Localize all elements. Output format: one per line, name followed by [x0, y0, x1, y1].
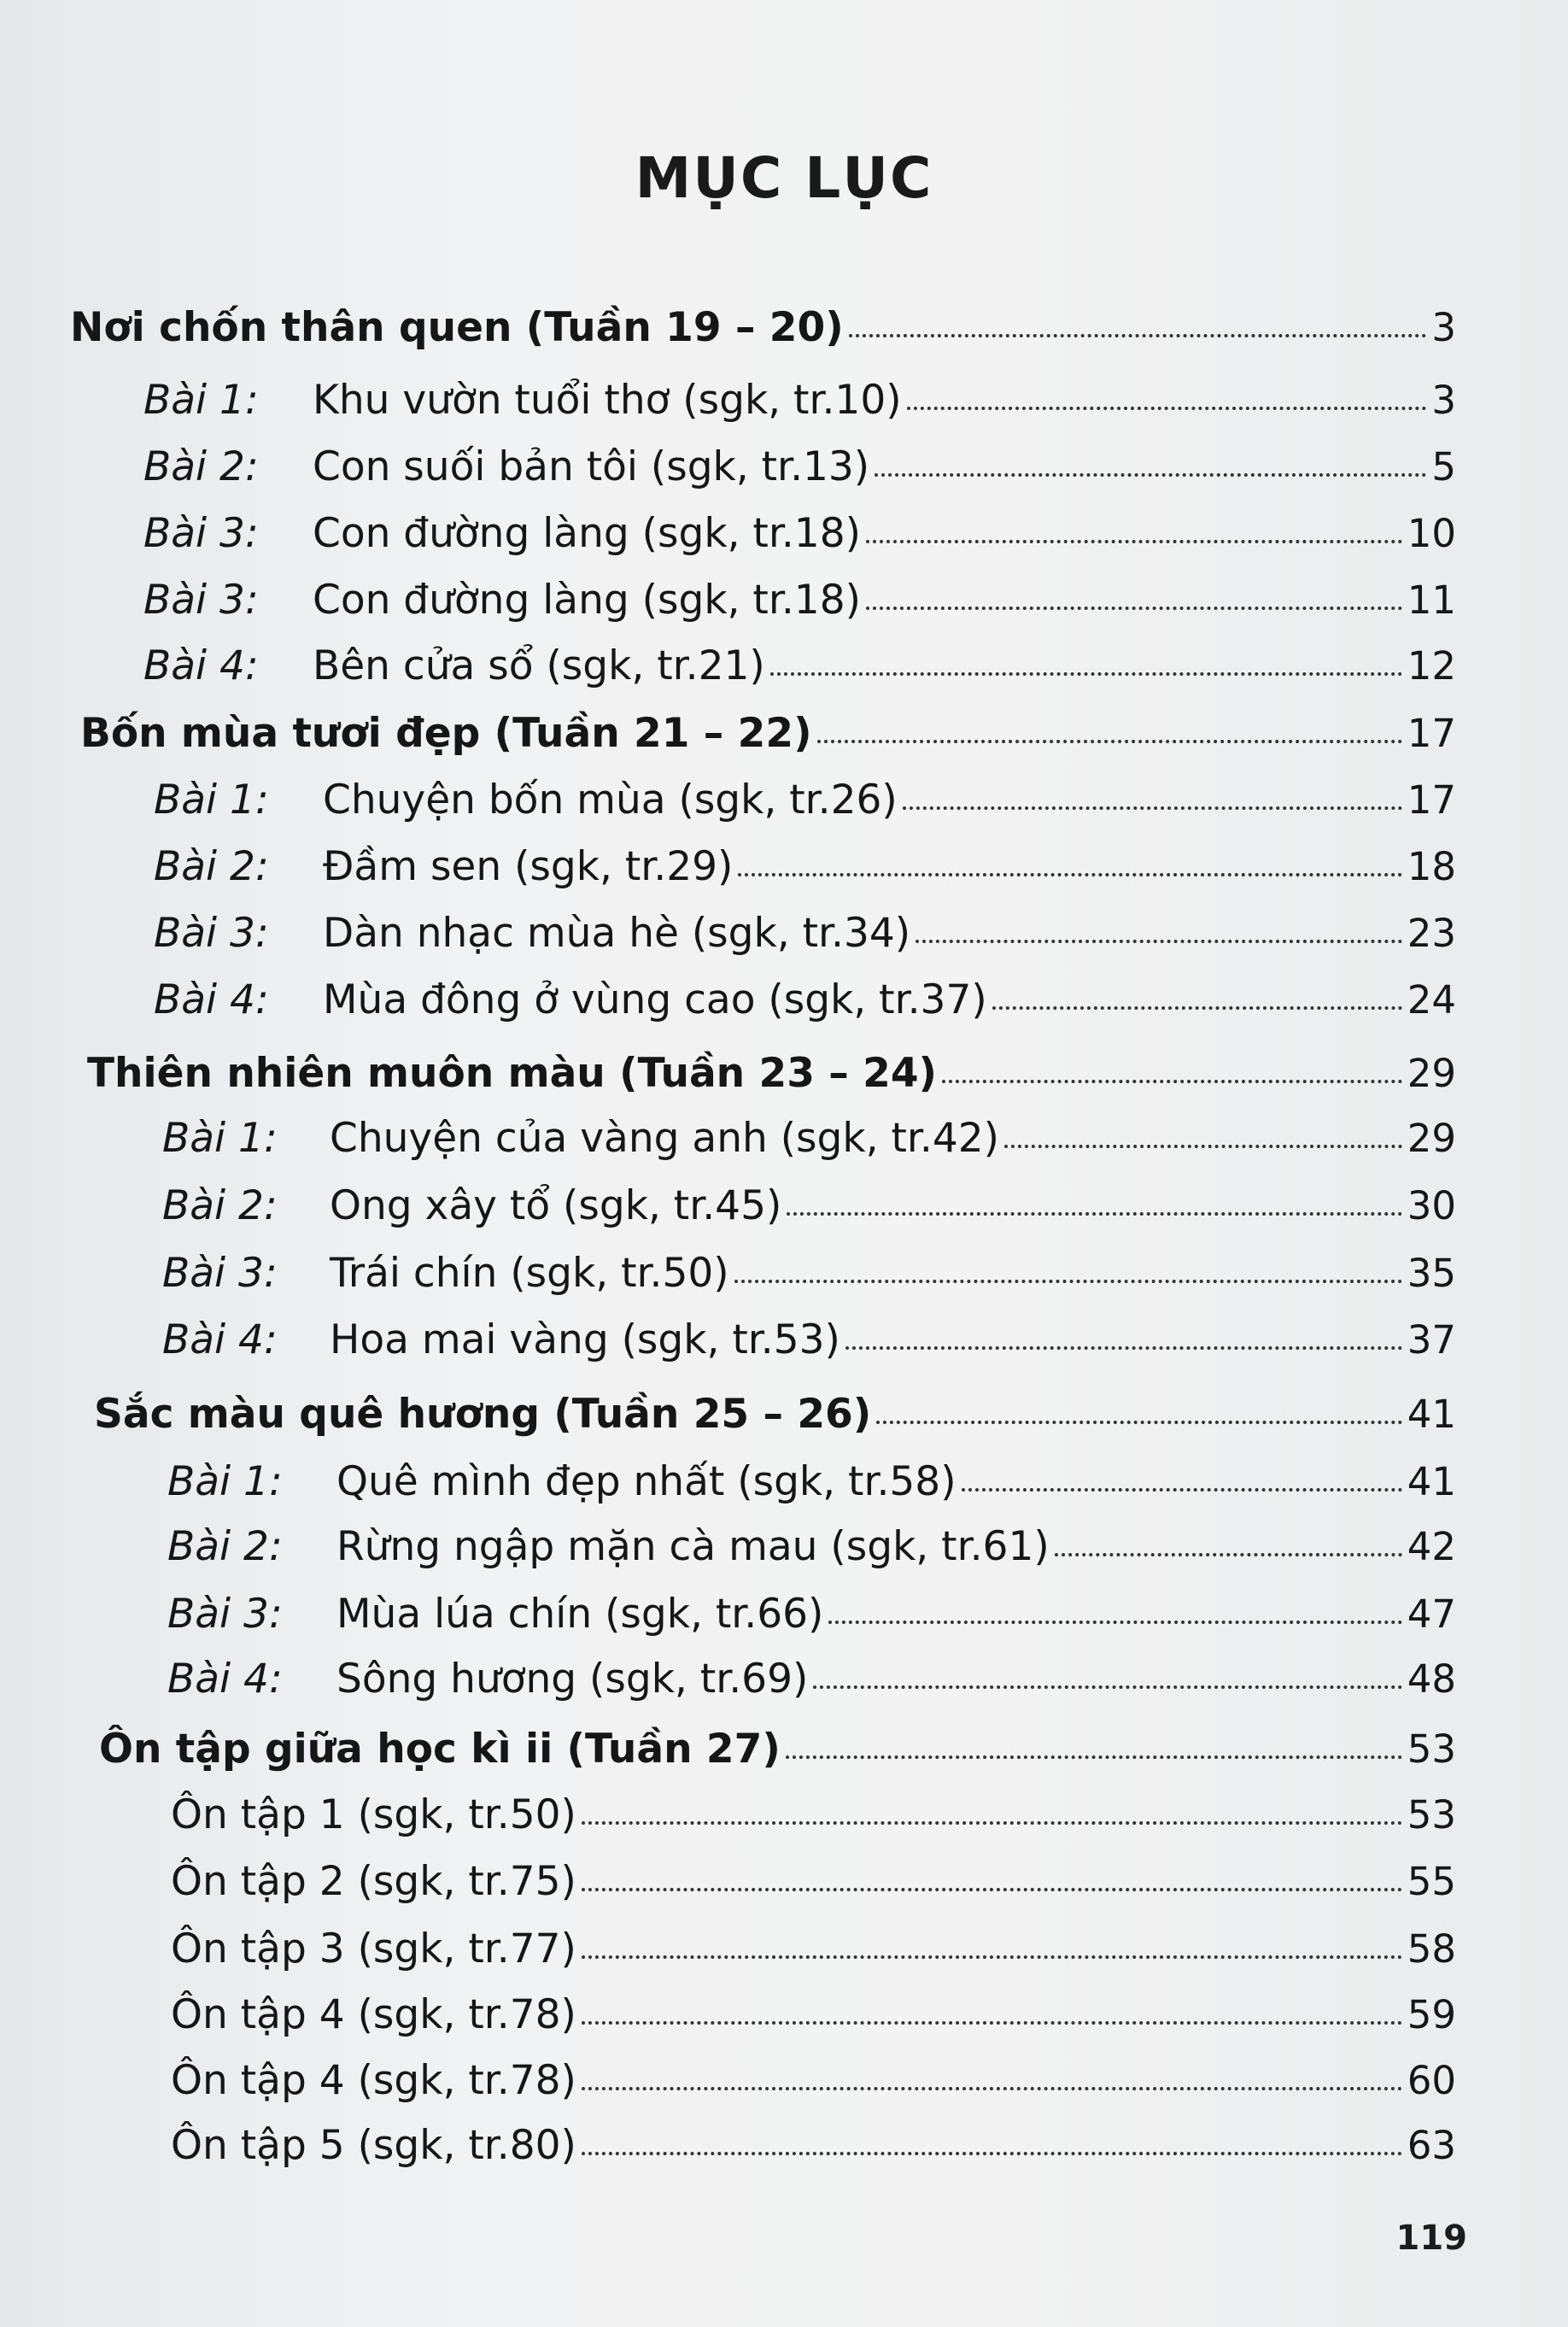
dot-leader [866, 507, 1402, 547]
toc-lesson-row[interactable] [171, 1855, 1456, 1905]
lesson-page-number: 42 [1407, 1524, 1456, 1569]
lesson-page-number: 29 [1407, 1116, 1456, 1161]
lesson-page-number: 59 [1407, 1992, 1456, 2037]
dot-leader [907, 373, 1427, 413]
toc-lesson-row[interactable] [162, 1313, 1456, 1363]
lesson-page-number: 60 [1407, 2058, 1456, 2103]
toc-lesson-row[interactable] [167, 1520, 1456, 1570]
section-page-number: 41 [1407, 1392, 1456, 1437]
dot-leader [582, 2054, 1402, 2094]
lesson-page-number: 35 [1407, 1251, 1456, 1296]
lesson-title: Chuyện của vàng anh (sgk, tr.42) [330, 1115, 999, 1162]
lesson-title: Ôn tập 4 (sgk, tr.78) [171, 1991, 576, 2038]
toc-lesson-row[interactable] [143, 639, 1456, 689]
lesson-page-number: 18 [1407, 844, 1456, 889]
dot-leader [903, 773, 1402, 813]
toc-section-row[interactable] [80, 706, 1456, 757]
dot-leader [582, 1988, 1402, 2028]
dot-leader [582, 2119, 1402, 2159]
lesson-page-number: 41 [1407, 1459, 1456, 1504]
lesson-label: Bài 1: [154, 777, 269, 824]
lesson-label: Bài 3: [143, 510, 259, 557]
section-page-number: 53 [1407, 1726, 1456, 1772]
page-number: 119 [1395, 2219, 1467, 2258]
section-title: Bốn mùa tươi đẹp (Tuần 21 – 22) [80, 710, 812, 757]
dot-leader [866, 573, 1402, 613]
dot-leader [787, 1179, 1401, 1219]
lesson-title: Đầm sen (sgk, tr.29) [323, 843, 734, 890]
section-title: Nơi chốn thân quen (Tuần 19 – 20) [70, 304, 844, 351]
toc-lesson-row[interactable] [171, 1922, 1456, 1972]
toc-lesson-row[interactable] [162, 1111, 1456, 1162]
toc-lesson-row[interactable] [154, 906, 1456, 957]
lesson-page-number: 63 [1407, 2123, 1456, 2168]
section-title: Thiên nhiên muôn màu (Tuần 23 – 24) [87, 1050, 938, 1097]
toc-lesson-row[interactable] [154, 973, 1456, 1023]
lesson-title: Bên cửa sổ (sgk, tr.21) [313, 642, 765, 689]
section-title: Ôn tập giữa học kì ii (Tuần 27) [99, 1726, 781, 1773]
lesson-page-number: 17 [1407, 777, 1456, 823]
dot-leader [817, 706, 1402, 747]
lesson-title: Quê mình đẹp nhất (sgk, tr.58) [336, 1458, 957, 1505]
dot-leader [1004, 1111, 1402, 1152]
lesson-page-number: 55 [1407, 1859, 1456, 1904]
toc-lesson-row[interactable] [154, 840, 1456, 890]
lesson-title: Ôn tập 1 (sgk, tr.50) [171, 1791, 576, 1838]
dot-leader [738, 840, 1401, 880]
lesson-page-number: 30 [1407, 1183, 1456, 1228]
toc-lesson-row[interactable] [162, 1246, 1456, 1297]
toc-lesson-row[interactable] [167, 1652, 1456, 1703]
toc-lesson-row[interactable] [143, 573, 1456, 624]
lesson-title: Ôn tập 2 (sgk, tr.75) [171, 1858, 576, 1905]
toc-lesson-row[interactable] [171, 1788, 1456, 1838]
lesson-page-number: 48 [1407, 1656, 1456, 1702]
dot-leader [1055, 1520, 1402, 1560]
lesson-label: Bài 2: [143, 443, 259, 490]
lesson-title: Con suối bản tôi (sgk, tr.13) [313, 443, 870, 490]
lesson-title: Con đường làng (sgk, tr.18) [313, 577, 861, 624]
lesson-page-number: 37 [1407, 1317, 1456, 1363]
lesson-page-number: 24 [1407, 977, 1456, 1023]
dot-leader [992, 973, 1402, 1013]
toc-lesson-row[interactable] [143, 507, 1456, 557]
toc-section-row[interactable] [70, 301, 1456, 351]
lesson-title: Hoa mai vàng (sgk, tr.53) [330, 1316, 840, 1363]
toc-lesson-row[interactable] [162, 1179, 1456, 1229]
toc-lesson-row[interactable] [171, 2054, 1456, 2104]
lesson-page-number: 5 [1431, 444, 1456, 489]
dot-leader [786, 1722, 1402, 1762]
lesson-label: Bài 4: [162, 1316, 278, 1363]
lesson-page-number: 11 [1407, 577, 1456, 623]
lesson-title: Khu vườn tuổi thơ (sgk, tr.10) [313, 377, 902, 424]
dot-leader [582, 1855, 1402, 1895]
lesson-title: Con đường làng (sgk, tr.18) [313, 510, 861, 557]
lesson-title: Sông hương (sgk, tr.69) [336, 1656, 809, 1703]
lesson-label: Bài 2: [154, 843, 269, 890]
lesson-title: Mùa lúa chín (sgk, tr.66) [336, 1591, 824, 1638]
lesson-page-number: 58 [1407, 1926, 1456, 1972]
lesson-page-number: 3 [1431, 378, 1456, 423]
dot-leader [916, 906, 1402, 947]
toc-lesson-row[interactable] [171, 2119, 1456, 2169]
lesson-label: Bài 4: [167, 1656, 283, 1703]
toc-lesson-row[interactable] [143, 440, 1456, 490]
section-page-number: 17 [1407, 711, 1456, 756]
section-page-number: 3 [1431, 305, 1456, 350]
lesson-label: Bài 1: [162, 1115, 278, 1162]
toc-section-row[interactable] [94, 1387, 1456, 1438]
toc-lesson-row[interactable] [167, 1455, 1456, 1505]
lesson-page-number: 23 [1407, 911, 1456, 956]
lesson-title: Dàn nhạc mùa hè (sgk, tr.34) [323, 910, 911, 957]
dot-leader [734, 1246, 1402, 1287]
toc-section-row[interactable] [87, 1046, 1456, 1097]
dot-leader [876, 1387, 1402, 1427]
lesson-title: Ôn tập 5 (sgk, tr.80) [171, 2122, 576, 2169]
dot-leader [582, 1922, 1402, 1962]
toc-lesson-row[interactable] [154, 773, 1456, 824]
lesson-label: Bài 3: [162, 1250, 278, 1297]
lesson-page-number: 10 [1407, 511, 1456, 556]
dot-leader [813, 1652, 1401, 1692]
lesson-label: Bài 4: [143, 642, 259, 689]
lesson-label: Bài 3: [154, 910, 269, 957]
toc-lesson-row[interactable] [143, 373, 1456, 424]
lesson-label: Bài 4: [154, 976, 269, 1023]
lesson-title: Trái chín (sgk, tr.50) [330, 1250, 729, 1297]
lesson-title: Chuyện bốn mùa (sgk, tr.26) [323, 777, 898, 824]
toc-lesson-row[interactable] [171, 1988, 1456, 2038]
lesson-label: Bài 3: [143, 577, 259, 624]
lesson-title: Ong xây tổ (sgk, tr.45) [330, 1182, 782, 1229]
lesson-label: Bài 2: [162, 1182, 278, 1229]
lesson-page-number: 12 [1407, 643, 1456, 689]
dot-leader [582, 1788, 1402, 1828]
lesson-title: Rừng ngập mặn cà mau (sgk, tr.61) [336, 1523, 1050, 1570]
dot-leader [828, 1587, 1401, 1627]
dot-leader [962, 1455, 1402, 1495]
lesson-page-number: 53 [1407, 1792, 1456, 1838]
lesson-title: Ôn tập 3 (sgk, tr.77) [171, 1925, 576, 1972]
lesson-label: Bài 1: [167, 1458, 283, 1505]
dot-leader [770, 639, 1402, 679]
dot-leader [875, 440, 1426, 480]
lesson-page-number: 47 [1407, 1591, 1456, 1637]
dot-leader [845, 1313, 1402, 1353]
lesson-label: Bài 3: [167, 1591, 283, 1638]
page-title: MỤC LỤC [635, 145, 933, 211]
toc-section-row[interactable] [99, 1722, 1456, 1773]
dot-leader [942, 1046, 1402, 1087]
lesson-label: Bài 1: [143, 377, 259, 424]
section-title: Sắc màu quê hương (Tuần 25 – 26) [94, 1391, 872, 1438]
lesson-label: Bài 2: [167, 1523, 283, 1570]
lesson-title: Ôn tập 4 (sgk, tr.78) [171, 2057, 576, 2104]
lesson-title: Mùa đông ở vùng cao (sgk, tr.37) [323, 976, 987, 1023]
section-page-number: 29 [1407, 1051, 1456, 1096]
toc-lesson-row[interactable] [167, 1587, 1456, 1638]
dot-leader [849, 301, 1427, 341]
